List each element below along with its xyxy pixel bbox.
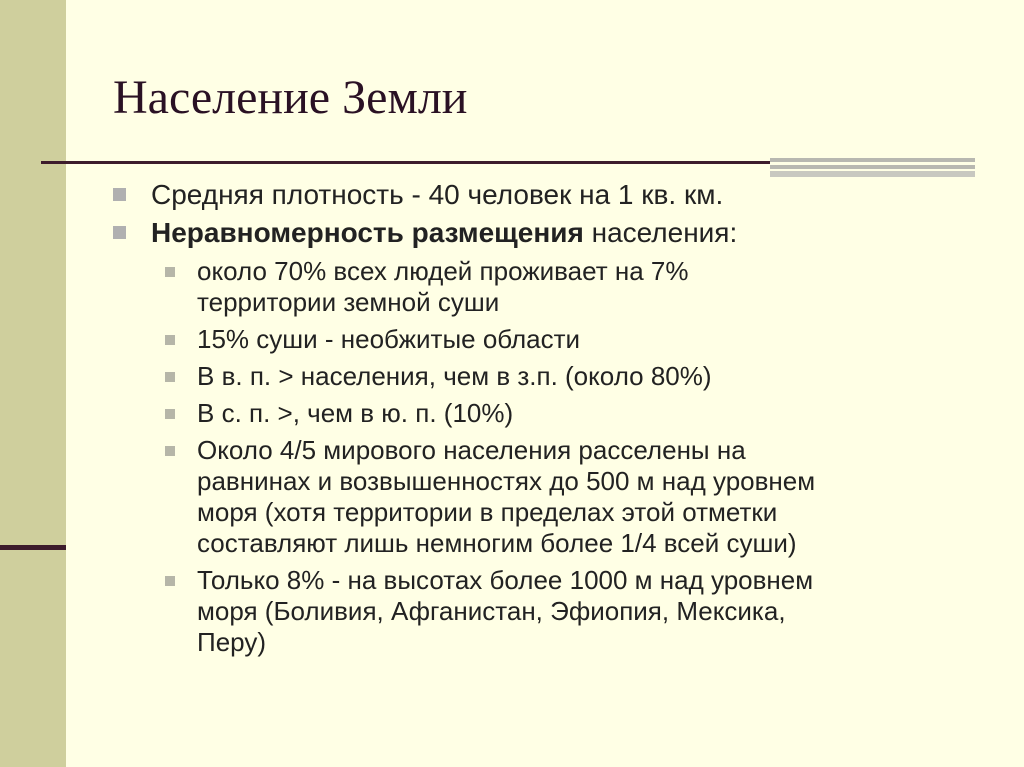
sub-bullet-east-west — [165, 361, 993, 392]
square-bullet-icon — [113, 226, 126, 239]
sub-bullet-line: 15% суши - необжитые области — [197, 324, 581, 354]
bullet-text: населения: — [583, 217, 738, 248]
sub-bullet-highlands — [165, 565, 993, 658]
sub-bullet-line: моря (хотя территории в пределах этой отметки — [197, 497, 778, 527]
sub-bullet-line: В с. п. >, чем в ю. п. (10%) — [197, 398, 514, 428]
bullet-unevenness — [113, 214, 993, 252]
sub-bullet-70-percent — [165, 256, 993, 318]
sub-bullet-line: моря (Боливия, Афганистан, Эфиопия, Мексика, — [197, 596, 786, 626]
sub-bullet-uninhabited — [165, 324, 993, 355]
title-underline — [41, 161, 770, 164]
slide-content — [113, 176, 993, 664]
sub-bullet-line: В в. п. > населения, чем в з.п. (около 80%) — [197, 361, 712, 391]
sub-bullet-line: территории земной суши — [197, 287, 500, 317]
square-bullet-icon — [113, 188, 126, 201]
left-bar-accent-line — [0, 545, 66, 550]
left-decorative-bar — [0, 0, 66, 767]
sub-bullet-plains — [165, 435, 993, 559]
sub-bullet-line: около 70% всех людей проживает на 7% — [197, 256, 689, 286]
square-bullet-icon — [165, 267, 175, 277]
sub-bullet-line: составляют лишь немногим более 1/4 всей суши) — [197, 528, 797, 558]
sub-bullet-line: Только 8% - на высотах более 1000 м над уровнем — [197, 565, 814, 595]
bullet-text: Средняя плотность - 40 человек на 1 кв. км. — [151, 179, 724, 210]
sub-bullet-line: Перу) — [197, 627, 266, 657]
bullet-density — [113, 176, 993, 214]
square-bullet-icon — [165, 409, 175, 419]
sub-bullet-line: Около 4/5 мирового населения расселены на — [197, 435, 746, 465]
square-bullet-icon — [165, 576, 175, 586]
sub-bullet-north-south — [165, 398, 993, 429]
slide-title: Население Земли — [113, 71, 468, 124]
title-underline-decoration — [770, 157, 975, 177]
sub-bullet-line: равнинах и возвышенностях до 500 м над уровнем — [197, 466, 816, 496]
square-bullet-icon — [165, 335, 175, 345]
square-bullet-icon — [165, 372, 175, 382]
sub-bullet-list — [113, 256, 993, 658]
bullet-bold-text: Неравномерность размещения — [151, 217, 584, 248]
square-bullet-icon — [165, 446, 175, 456]
